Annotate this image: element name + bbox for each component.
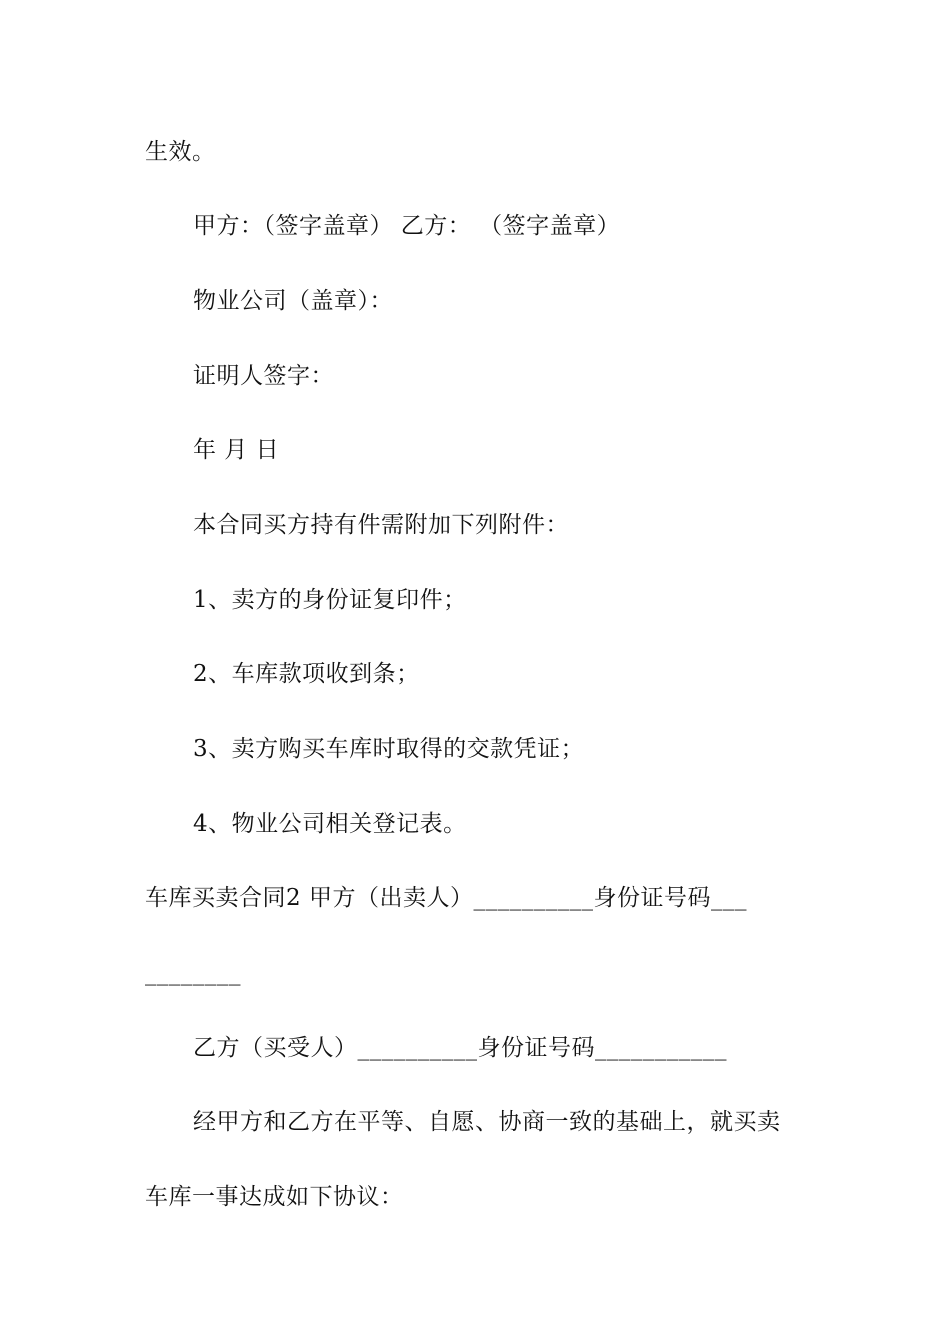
text-line-id-continuation: ________ bbox=[145, 960, 241, 986]
text-line-attachment-2: 2、车库款项收到条； bbox=[193, 661, 420, 687]
text-line-property-company: 物业公司（盖章）： bbox=[193, 288, 393, 314]
text-line-signatures: 甲方：（签字盖章） 乙方： （签字盖章） bbox=[193, 213, 621, 239]
text-line-date: 年 月 日 bbox=[193, 437, 280, 463]
text-line-contract-2-heading: 车库买卖合同2 甲方（出卖人）__________身份证号码___ bbox=[145, 885, 747, 911]
text-line-witness: 证明人签字： bbox=[193, 363, 334, 389]
text-line-agreement-reached: 车库一事达成如下协议： bbox=[145, 1184, 404, 1210]
text-line-attachment-4: 4、物业公司相关登记表。 bbox=[193, 811, 467, 837]
text-line-party-b: 乙方（买受人）__________身份证号码___________ bbox=[193, 1035, 727, 1061]
text-line-attachment-1: 1、卖方的身份证复印件； bbox=[193, 587, 467, 613]
text-line-attachment-3: 3、卖方购买车库时取得的交款凭证； bbox=[193, 736, 585, 762]
text-line-agreement-basis: 经甲方和乙方在平等、自愿、协商一致的基础上，就买卖 bbox=[193, 1109, 781, 1135]
text-line-attachments-intro: 本合同买方持有件需附加下列附件： bbox=[193, 512, 569, 538]
text-line-effective: 生效。 bbox=[145, 139, 216, 165]
